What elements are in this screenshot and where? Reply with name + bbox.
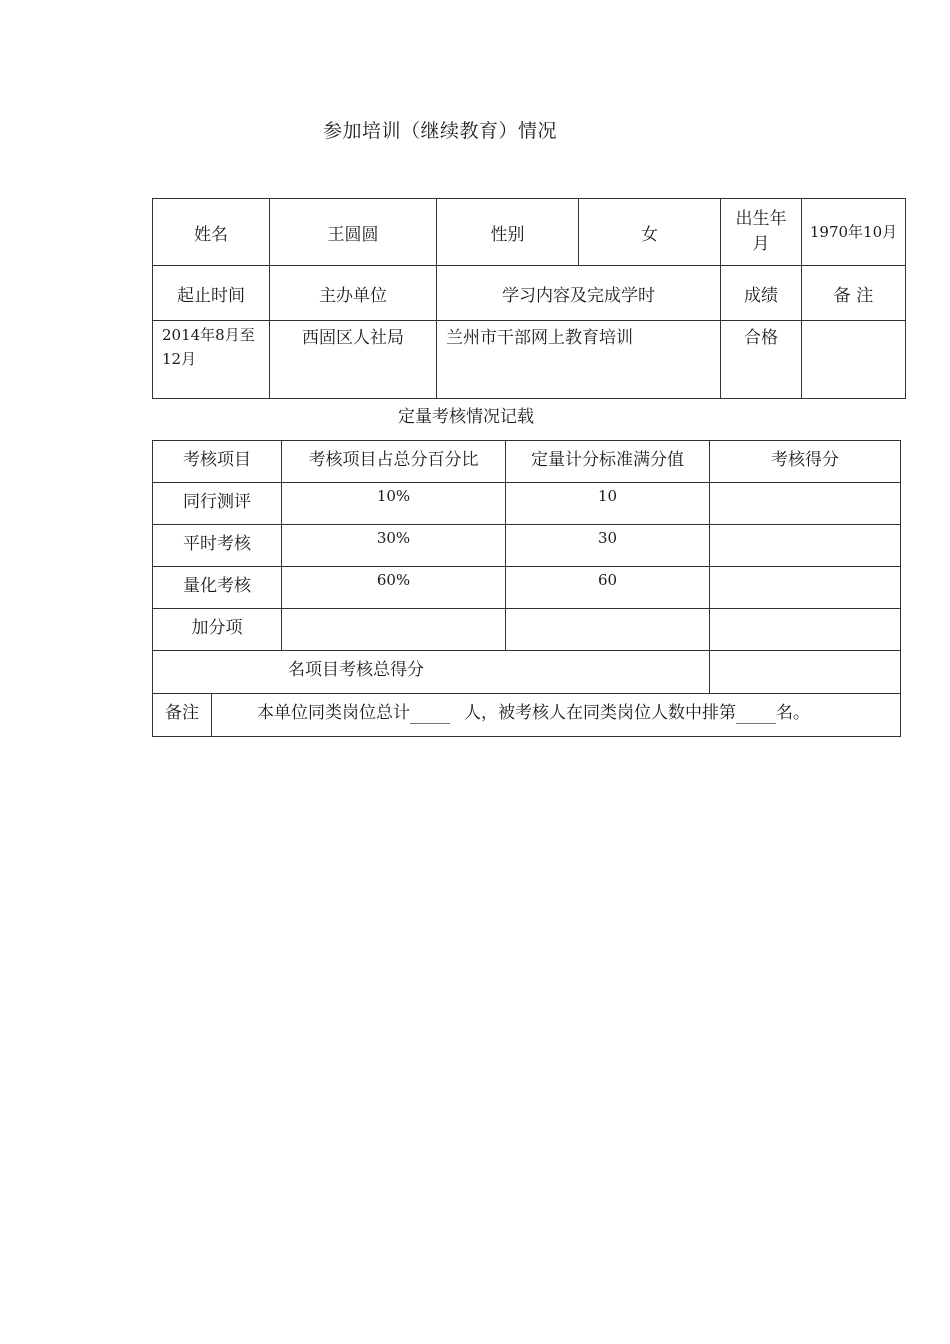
- gender-label: 性别: [437, 199, 579, 266]
- header-period: 起止时间: [153, 266, 270, 321]
- item-percent: 60%: [282, 567, 506, 609]
- table-row: [153, 567, 901, 609]
- total-value: [710, 651, 901, 694]
- item-full: 10: [506, 483, 710, 525]
- header-remark: 备 注: [802, 266, 906, 321]
- header-content: 学习内容及完成学时: [437, 266, 721, 321]
- item-name: 量化考核: [153, 567, 282, 609]
- training-period: 2014年8月至12月: [153, 321, 270, 399]
- gender-value: 女: [579, 199, 721, 266]
- item-score: [710, 483, 901, 525]
- header-percent: 考核项目占总分百分比: [282, 441, 506, 483]
- item-name: 加分项: [153, 609, 282, 651]
- remark-label: 备注: [153, 694, 212, 737]
- assessment-header-row: [153, 441, 901, 483]
- item-full: [506, 609, 710, 651]
- table-row: [153, 525, 901, 567]
- page-title: 参加培训（继续教育）情况: [323, 120, 558, 142]
- training-content: 兰州市干部网上教育培训: [437, 321, 721, 399]
- item-score: [710, 525, 901, 567]
- item-percent: [282, 609, 506, 651]
- assessment-title: 定量考核情况记载: [398, 407, 534, 427]
- remark-part2: 人，被考核人在同类岗位人数中排第: [464, 703, 736, 723]
- basic-info-row: [153, 199, 906, 266]
- training-row: [153, 321, 906, 399]
- birth-value: 1970年10月: [802, 199, 906, 266]
- blank-rank: [736, 703, 776, 724]
- training-table: [152, 198, 906, 399]
- table-row: [153, 609, 901, 651]
- item-percent: 10%: [282, 483, 506, 525]
- training-header-row: [153, 266, 906, 321]
- remark-row: [153, 694, 901, 737]
- table-row: [153, 483, 901, 525]
- remark-part1: 本单位同类岗位总计: [257, 703, 410, 723]
- header-score: 考核得分: [710, 441, 901, 483]
- item-name: 平时考核: [153, 525, 282, 567]
- training-organizer: 西固区人社局: [270, 321, 437, 399]
- header-full: 定量计分标准满分值: [506, 441, 710, 483]
- header-result: 成绩: [721, 266, 802, 321]
- remark-part3: 名。: [776, 703, 810, 723]
- total-row: [153, 651, 901, 694]
- assessment-table: [152, 440, 901, 737]
- item-full: 30: [506, 525, 710, 567]
- item-percent: 30%: [282, 525, 506, 567]
- training-result: 合格: [721, 321, 802, 399]
- blank-total: [410, 703, 450, 724]
- item-score: [710, 609, 901, 651]
- total-label: 名项目考核总得分: [153, 651, 710, 694]
- item-score: [710, 567, 901, 609]
- training-remark: [802, 321, 906, 399]
- header-item: 考核项目: [153, 441, 282, 483]
- item-name: 同行测评: [153, 483, 282, 525]
- remark-text: [212, 694, 901, 737]
- item-full: 60: [506, 567, 710, 609]
- header-organizer: 主办单位: [270, 266, 437, 321]
- name-label: 姓名: [153, 199, 270, 266]
- birth-label: 出生年月: [721, 199, 802, 266]
- name-value: 王圆圆: [270, 199, 437, 266]
